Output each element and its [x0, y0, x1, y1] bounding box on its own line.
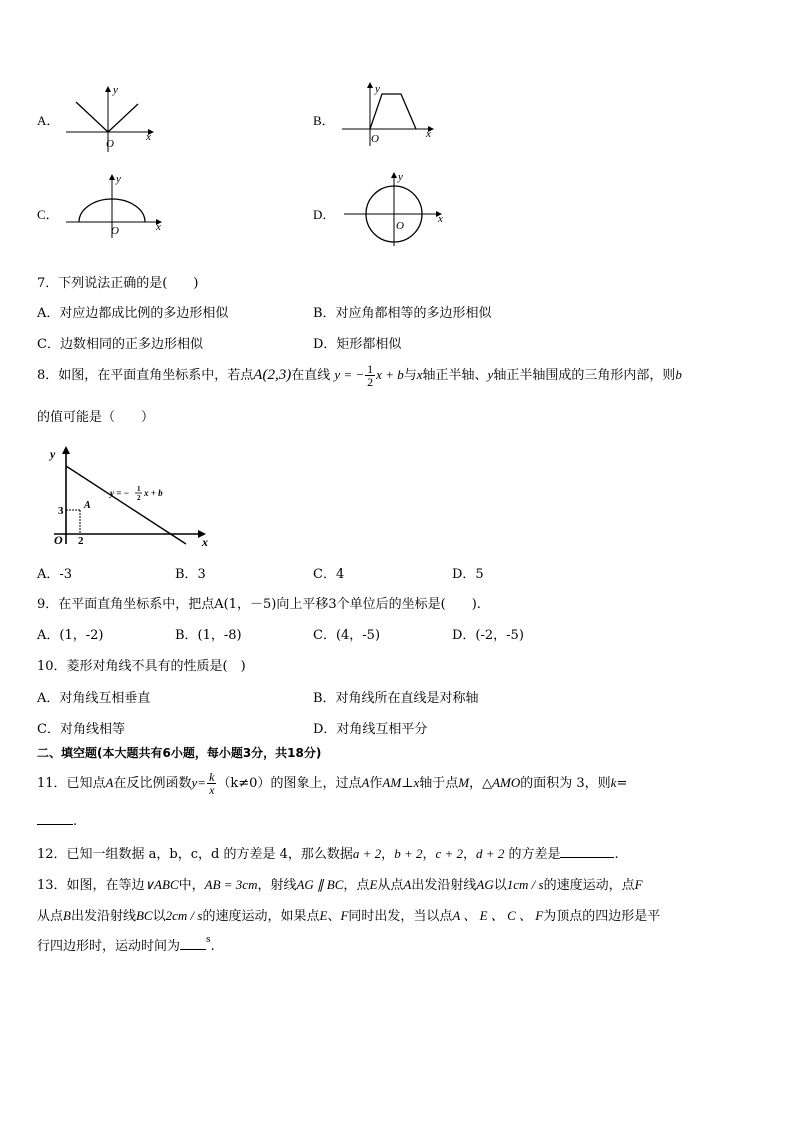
- q11-perp: ⊥: [401, 776, 414, 791]
- q13-b: B: [63, 908, 71, 923]
- q13-l2-1: 从点: [37, 909, 64, 924]
- q12-d3: c + 2: [435, 846, 464, 861]
- q11-x: x: [413, 775, 420, 790]
- q8-stem-part1: 8．如图，在平面直角坐标系中，若点: [37, 368, 254, 383]
- q12-sep3: ，: [463, 847, 477, 862]
- q13-l3-1: 行四边形时，运动时间为: [37, 939, 181, 954]
- q8-fig-point-label: A: [84, 500, 91, 511]
- q6-graph-a: [66, 80, 158, 152]
- q12-sep2: ，: [422, 847, 436, 862]
- q13-l2-7: 为顶点的四边形是平: [543, 909, 661, 924]
- q11-line2: [37, 812, 77, 829]
- q11-part6: ，△: [469, 776, 493, 791]
- q12-d1: a + 2: [352, 846, 382, 861]
- q8-frac-denominator: 2: [367, 375, 374, 389]
- q12-part2: 的方差是: [504, 847, 561, 862]
- q6b-x-label: x: [426, 128, 431, 140]
- q13-l1-1: 13．如图，在等边: [37, 878, 145, 893]
- q8-option-c: C．4: [313, 567, 345, 582]
- q13-line3: [37, 935, 215, 954]
- q13-bc: BC: [135, 908, 153, 923]
- q8-frac-numerator: 1: [367, 362, 374, 376]
- q11-answer-blank[interactable]: [37, 812, 73, 825]
- q13-l1-6: 出发沿射线: [411, 878, 477, 893]
- q8-option-b: B．3: [175, 567, 206, 582]
- q13-l1-4: ，点: [343, 878, 370, 893]
- q12-sep1: ，: [381, 847, 395, 862]
- q13-l1-5: 从点: [377, 878, 404, 893]
- q8-fig-tick-x: 2: [78, 535, 84, 547]
- q8-fig-x-label: x: [202, 535, 208, 548]
- q12-d2: b + 2: [394, 846, 423, 861]
- q6c-x-label: x: [156, 221, 161, 233]
- q13-end: .: [210, 939, 215, 954]
- q13-answer-blank[interactable]: [180, 937, 206, 950]
- q10-option-c: C．对角线相等: [37, 722, 125, 737]
- q13-ag: AG: [476, 877, 494, 892]
- q8-stem-part4: 轴正半轴、: [422, 368, 488, 383]
- q6-graph-c: [66, 172, 166, 240]
- q12-answer-blank[interactable]: [560, 845, 614, 858]
- q6c-y-label: y: [116, 173, 121, 185]
- q8-eq-fraction: [365, 363, 375, 388]
- q6-option-d-label: D．: [313, 207, 336, 222]
- q6-graph-d: [344, 168, 448, 248]
- q13-points: A 、 E 、 C 、 F: [452, 908, 544, 923]
- q11-line1: [37, 766, 627, 800]
- q6d-x-label: x: [438, 213, 443, 225]
- q8-y-var: y: [487, 367, 494, 382]
- q13-l1-2: 中，: [178, 878, 205, 893]
- q11-part3: 的图象上，过点: [270, 776, 362, 791]
- q8-fig-line-label-2: x + b: [144, 488, 163, 498]
- q6-option-a-label: A．: [37, 113, 60, 128]
- q8-eq-lhs: y = −: [334, 367, 365, 382]
- q13-l2-3: 以: [152, 909, 166, 924]
- q11-amo: AMO: [492, 775, 521, 790]
- q9-option-d: D．(-2，-5): [452, 628, 524, 643]
- q8-eq-rhs: x + b: [376, 367, 404, 382]
- q13-l2-4: 的速度运动，如果点: [202, 909, 320, 924]
- q7-option-c: C．边数相同的正多边形相似: [37, 337, 203, 352]
- q6a-origin-label: O: [106, 138, 114, 150]
- q13-l1-8: 的速度运动，点: [543, 878, 635, 893]
- q6a-y-label: y: [113, 84, 118, 96]
- q13-unit: s: [206, 935, 211, 945]
- q11-part5: 轴于点: [419, 776, 459, 791]
- q13-triangle: ∨ABC: [144, 877, 179, 892]
- q6-graph-b: [342, 80, 440, 150]
- q10-option-d: D．对角线互相平分: [313, 722, 428, 737]
- q8-point: A(2,3): [253, 367, 292, 383]
- q8-fig-frac-n: 1: [137, 485, 141, 493]
- q11-fraction: [207, 771, 216, 796]
- q13-e: E: [369, 877, 378, 892]
- q9-option-b: B．(1，-8): [175, 628, 242, 643]
- q11-m: M: [458, 775, 470, 790]
- q11-a1: A: [105, 775, 114, 790]
- q13-l1-3: ，射线: [257, 878, 297, 893]
- q11-part4: 作: [369, 776, 383, 791]
- q7-option-d: D．矩形都相似: [313, 337, 402, 352]
- q6-option-b-label: B．: [313, 113, 335, 128]
- q8-stem-line1: [37, 360, 682, 390]
- q12-line: [37, 843, 619, 862]
- q11-part8: =: [616, 776, 628, 791]
- q13-v1: 1cm / s: [506, 877, 544, 892]
- q8-option-a: A．-3: [37, 567, 73, 582]
- q11-k: k: [610, 775, 617, 790]
- q8-fig-line-label-1: y = −: [110, 488, 130, 498]
- q6-option-c-label: C．: [37, 207, 59, 222]
- q11-part2: 在反比例函数: [113, 776, 192, 791]
- q12-part1: 12．已知一组数据 a，b，c，d 的方差是 4，那么数据: [37, 847, 353, 862]
- q9-stem: 9．在平面直角坐标系中，把点A(1，－5)向上平移3个单位后的坐标是( ).: [37, 597, 481, 612]
- q13-l2-2: 出发沿射线: [70, 909, 136, 924]
- q11-yeq: y=: [191, 775, 207, 790]
- q13-ag-parallel: AG ∥ BC: [296, 877, 344, 892]
- q11-part1: 11．已知点: [37, 776, 106, 791]
- q11-frac-n: k: [209, 770, 215, 784]
- q6b-y-label: y: [375, 83, 380, 95]
- q10-option-b: B．对角线所在直线是对称轴: [313, 691, 479, 706]
- q8-b-var: b: [675, 367, 682, 382]
- q10-stem: 10．菱形对角线不具有的性质是( ): [37, 659, 246, 674]
- q6d-y-label: y: [398, 171, 403, 183]
- q8-stem-line2: 的值可能是（ ）: [37, 410, 155, 425]
- q8-stem-part2: 在直线: [291, 368, 331, 383]
- q8-x-var: x: [416, 367, 423, 382]
- q11-part7: 的面积为 3，则: [520, 776, 611, 791]
- q8-figure: [44, 440, 214, 548]
- q8-fig-origin-label: O: [54, 533, 63, 547]
- q12-d4: d + 2: [476, 846, 505, 861]
- q13-f2: F: [340, 908, 349, 923]
- q12-end: .: [614, 847, 619, 862]
- q13-a: A: [403, 877, 412, 892]
- q6d-origin-label: O: [396, 220, 404, 232]
- q6a-x-label: x: [146, 131, 151, 143]
- q13-f: F: [634, 877, 643, 892]
- q8-option-d: D．5: [452, 567, 484, 582]
- q13-e2: E: [319, 908, 328, 923]
- q7-stem: 7．下列说法正确的是( ): [37, 276, 199, 291]
- q10-option-a: A．对角线互相垂直: [37, 691, 151, 706]
- q6c-origin-label: O: [111, 225, 119, 237]
- q9-option-a: A．(1，-2): [37, 628, 104, 643]
- q8-fig-tick-y: 3: [58, 505, 64, 517]
- q13-v2: 2cm / s: [165, 908, 203, 923]
- q11-end: .: [73, 814, 78, 829]
- q7-option-a: A．对应边都成比例的多边形相似: [37, 306, 229, 321]
- q8-fig-y-label: y: [50, 447, 56, 461]
- q8-stem-part5: 轴正半轴围成的三角形内部，则: [493, 368, 676, 383]
- q11-am: AM: [382, 775, 402, 790]
- q13-line1: [37, 874, 643, 893]
- section-2-title: 二、填空题(本大题共有6小题，每小题3分，共18分): [37, 746, 322, 760]
- q7-option-b: B．对应角都相等的多边形相似: [313, 306, 492, 321]
- q11-a2: A: [361, 775, 370, 790]
- q13-l2-6: 同时出发，当以点: [348, 909, 453, 924]
- q13-l2-5: 、: [327, 909, 341, 924]
- q8-stem-part3: 与: [403, 368, 417, 383]
- q9-option-c: C．(4，-5): [313, 628, 381, 643]
- q6b-origin-label: O: [371, 133, 379, 145]
- q13-l1-7: 以: [493, 878, 507, 893]
- q13-line2: [37, 905, 660, 924]
- q11-frac-d: x: [209, 783, 215, 797]
- q13-ab: AB = 3cm: [204, 877, 258, 892]
- q8-fig-frac-d: 2: [137, 494, 141, 502]
- q11-condition: （k≠0）: [217, 776, 271, 791]
